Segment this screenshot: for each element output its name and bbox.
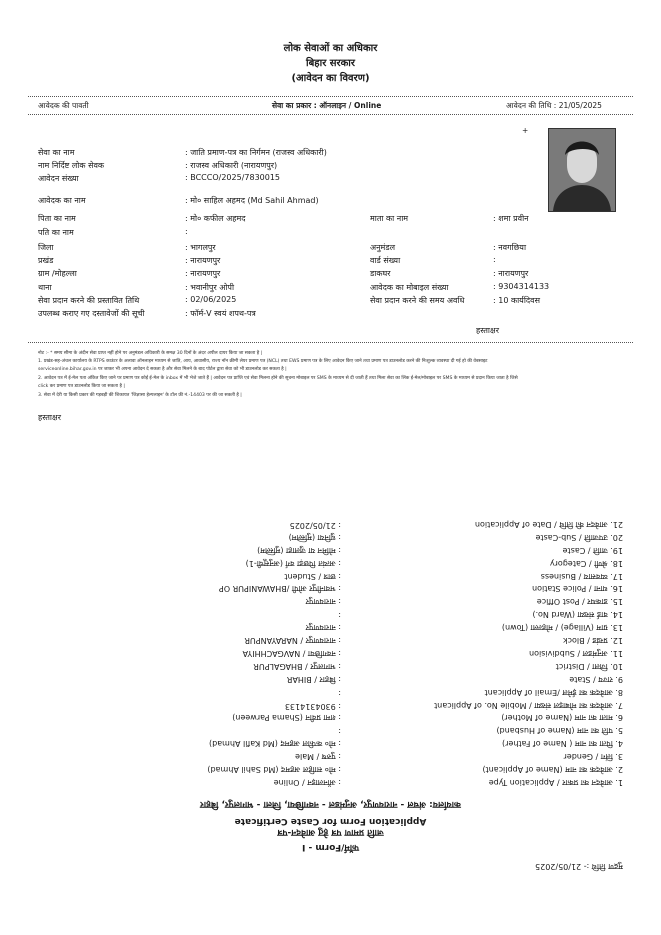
form-row-label: 11. अनुमंडल / Subdivision bbox=[529, 649, 623, 658]
form-row-value: : भागलपुर / BHAGALPUR bbox=[253, 661, 341, 671]
form-row-label: 15. डाकघर / Post Office bbox=[536, 597, 623, 607]
service-name-value: : जाति प्रमाण-पत्र का निर्गमन (राजस्व अधिकारी) bbox=[185, 148, 327, 157]
header-line-1: लोक सेवाओं का अधिकार bbox=[283, 43, 378, 54]
form-row-label: 21. आवेदन की तिथि / Date of Application bbox=[474, 520, 623, 529]
application-date: आवेदन की तिथि : 21/05/2025 bbox=[506, 101, 602, 110]
form-row-value: : भवानीपुर ओपी /BHAWANIPUR OP bbox=[218, 584, 341, 594]
form-row-value: : मोमिन या जुलाहा (मुस्लिम) bbox=[257, 545, 341, 555]
note-line: नोट :- * समय सीमा के अंदीन सेवा प्राप्त नहीं होने पर अनुमंडल अधिकारी के समक्ष 30 दिनों के अंदर अपील दायर किया जा सकता है | bbox=[38, 351, 263, 356]
form-row-value: : अत्यंत पिछड़ा वर्ग (अनुसूची-1) bbox=[245, 558, 341, 568]
form-row-value: : छात्र / Student bbox=[284, 571, 341, 581]
divider bbox=[28, 96, 633, 97]
police-station-label: थाना bbox=[38, 283, 52, 292]
subdivision-value: : नवगछिया bbox=[493, 243, 527, 252]
form-row-label: 5. पति का नाम (Name of Husband) bbox=[496, 726, 623, 736]
application-number-value: : BCCCO/2025/7830015 bbox=[185, 173, 281, 182]
mobile-value: : 9304314133 bbox=[493, 282, 550, 291]
village-value: : नारायणपुर bbox=[185, 269, 221, 278]
proposed-date-value: : 02/06/2025 bbox=[185, 295, 237, 304]
mobile-label: आवेदक का मोबाइल संख्या bbox=[370, 283, 449, 292]
form-row-value: : bbox=[338, 688, 341, 698]
husband-label: पति का नाम bbox=[38, 228, 74, 237]
note-line: serviceonline.bihar.gov.in पर जाकर भी अपना आवेदन दे सकता है और सेवा मिलने के बाद पोर्टल द्वारा सेवा को भी डाउनलोड कर सकता है | bbox=[38, 367, 287, 372]
form-print-date: मुद्रण तिथि :- 21/05/2025 bbox=[535, 862, 623, 871]
subdivision-label: अनुमंडल bbox=[370, 243, 396, 252]
form-row-label: 7. आवेदक का मोबाइल संख्या / Mobile No. of Applicant bbox=[434, 700, 623, 710]
form-row-label: 6. माता का नाम (Name of Mother) bbox=[501, 713, 623, 723]
divider bbox=[28, 114, 633, 115]
proposed-date-label: सेवा प्रदान करने की प्रस्तावित तिथि bbox=[38, 296, 140, 305]
husband-value: : bbox=[185, 227, 188, 236]
form-office: कार्यालय: अंचल - नारायणपुर, अनुमंडल - नवगछिया, जिला - भागलपुर, बिहार bbox=[200, 799, 461, 809]
form-row-value: : नारायणपुर bbox=[305, 623, 341, 633]
signature-label: हस्ताक्षर bbox=[476, 326, 499, 335]
district-value: : भागलपुर bbox=[185, 243, 216, 252]
form-row-value: : bbox=[338, 727, 341, 737]
note-line: click कर प्रमाण पत्र डाउनलोड किया जा सकता है | bbox=[38, 384, 125, 389]
header-line-3: (आवेदन का विवरण) bbox=[291, 73, 370, 84]
form-row-value: : bbox=[338, 611, 341, 621]
bottom-signature: हस्ताक्षर bbox=[38, 413, 61, 422]
father-value: : मो० कफील अहमद bbox=[185, 214, 246, 223]
block-value: : नारायणपुर bbox=[185, 256, 221, 265]
note-line: 1. प्रखंड-सह-अंचल कार्यालय के RTPS काउंटर के अलावा ऑनलाइन माध्यम से जाति, आय, आवासीय, राज्य नॉन क्रीमी लेयर प्रमाण पत्र (NCL) तथा EWS प्रमाण पत्र के लिए आवेदन किए जाने तथा प्रमाण पत्र डाउनलोड करने की निःशुल्क व्यवस्था दी गई हो की वेबसाइट bbox=[38, 359, 488, 364]
form-row-label: 14. वार्ड संख्या (Ward No.) bbox=[532, 610, 623, 620]
form-row-value: : 21/05/2025 bbox=[289, 521, 341, 530]
form-row-value: : ऑनलाइन / Online bbox=[273, 778, 341, 787]
form-row-value: : 9304314133 bbox=[284, 701, 341, 711]
header-line-2: बिहार सरकार bbox=[306, 58, 355, 69]
mother-label: माता का नाम bbox=[370, 214, 409, 223]
service-type: सेवा का प्रकार : ऑनलाइन / Online bbox=[272, 101, 382, 110]
service-period-label: सेवा प्रदान करने की समय अवधि bbox=[370, 296, 465, 305]
ward-value: : bbox=[493, 255, 496, 264]
form-row-value: : धुनिया (मुस्लिम) bbox=[288, 532, 341, 542]
documents-value: : फॉर्म-V स्वयं शपथ-पत्र bbox=[185, 309, 256, 318]
person-silhouette-icon bbox=[549, 129, 615, 211]
form-row-value: : शमा प्रवीन (Shama Parween) bbox=[232, 713, 341, 723]
form-row-label: 4. पिता का नाम ( Name of Father) bbox=[502, 739, 623, 749]
form-row-label: 2. आवेदक का नाम (Name of Applicant) bbox=[482, 765, 623, 775]
public-servant-value: : राजस्व अधिकारी (नारायणपुर) bbox=[185, 161, 278, 170]
applicant-name-label: आवेदक का नाम bbox=[38, 196, 86, 205]
form-row-label: 20. उपजाति / Sub-Caste bbox=[535, 532, 623, 542]
ward-label: वार्ड संख्या bbox=[370, 256, 401, 265]
rotated-form bbox=[0, 420, 661, 930]
mother-value: : शमा प्रवीन bbox=[493, 214, 529, 223]
applicant-name-value: : मो० साहिल अहमद (Md Sahil Ahmad) bbox=[185, 196, 319, 205]
photo-mark: + bbox=[522, 126, 529, 135]
form-row-value: : बिहार / BIHAR bbox=[286, 674, 341, 684]
district-label: जिला bbox=[38, 243, 54, 252]
post-office-value: : नारायणपुर bbox=[493, 269, 529, 278]
application-number-label: आवेदन संख्या bbox=[38, 174, 79, 183]
form-row-label: 8. आवेदक का ईमेल /Email of Applicant bbox=[484, 687, 623, 697]
form-row-label: 13. ग्राम (Village) / मोहल्ला (Town) bbox=[501, 623, 623, 633]
form-row-value: : नारायणपुर / NARAYANPUR bbox=[244, 636, 341, 646]
father-label: पिता का नाम bbox=[38, 214, 76, 223]
public-servant-label: नाम निर्दिष्ट लोक सेवक bbox=[38, 161, 105, 170]
service-name-label: सेवा का नाम bbox=[38, 148, 75, 157]
receipt-label: आवेदक की पावती bbox=[38, 101, 89, 110]
form-row-value: : मो० कफील अहमद (Md Kafil Ahmad) bbox=[209, 739, 341, 749]
service-period-value: : 10 कार्यदिवस bbox=[493, 296, 540, 305]
form-row-value: : मो० साहिल अहमद (Md Sahil Ahmad) bbox=[207, 765, 341, 775]
documents-label: उपलब्ध कराए गए दस्तावेजों की सूची bbox=[38, 309, 145, 318]
divider bbox=[28, 342, 633, 343]
note-line: 2. आवेदन पत्र में ई-मेल पता अंकित किए जाने पर प्रमाण पत्र कोई ई-मेल के inbox में भी भेजे जाते हैं | आवेदन पत्र प्राप्ति एवं सेवा मिलना होने की सूचना मोबाइल पर SMS के माध्यम से दी जाती हैं तथा मिला सेवा का लिंक ई-मेल/मोबाइल पर SMS के माध्यम से प्रदान किया जाता है जिसे bbox=[38, 376, 518, 381]
form-row-label: 19. जाति / Caste bbox=[562, 545, 623, 555]
form-number: फॉर्म/Form - I bbox=[301, 842, 360, 852]
form-row-label: 9. राज्य / State bbox=[569, 674, 623, 684]
form-row-value: : पुरुष / Male bbox=[295, 752, 341, 762]
form-row-label: 17. व्यवसाय / Business bbox=[540, 571, 623, 581]
police-station-value: : भवानीपुर ओपी bbox=[185, 283, 235, 292]
form-row-label: 10. जिला / District bbox=[555, 661, 623, 671]
form-title-english: Application Form for Caste Certificate bbox=[234, 816, 427, 826]
form-row-label: 1. आवेदन का प्रकार / Application Type bbox=[488, 778, 623, 787]
form-row-label: 3. लिंग / Gender bbox=[563, 752, 623, 762]
form-row-value: : नारायणपुर bbox=[305, 597, 341, 607]
form-title-hindi: जाति प्रमाण पत्र हेतु आवेदन-पत्र bbox=[277, 827, 384, 837]
form-row-label: 18. श्रेणी / Category bbox=[549, 558, 623, 568]
applicant-photo bbox=[548, 128, 616, 212]
village-label: ग्राम /मोहल्ला bbox=[38, 269, 77, 278]
form-row-label: 12. प्रखंड / Block bbox=[562, 636, 623, 646]
form-row-value: : नवगछिया / NAVGACHHIYA bbox=[242, 649, 341, 658]
block-label: प्रखंड bbox=[38, 256, 54, 265]
note-line: 3. सेवा में देरी या किसी प्रकार की गड़बड़ी की शिकायत 'जिज्ञासा हेल्पलाइन' के टॉल फ्री नं.-14403 पर की जा सकती है | bbox=[38, 393, 242, 398]
post-office-label: डाकघर bbox=[370, 269, 391, 278]
form-row-label: 16. थाना / Police Station bbox=[532, 584, 623, 594]
